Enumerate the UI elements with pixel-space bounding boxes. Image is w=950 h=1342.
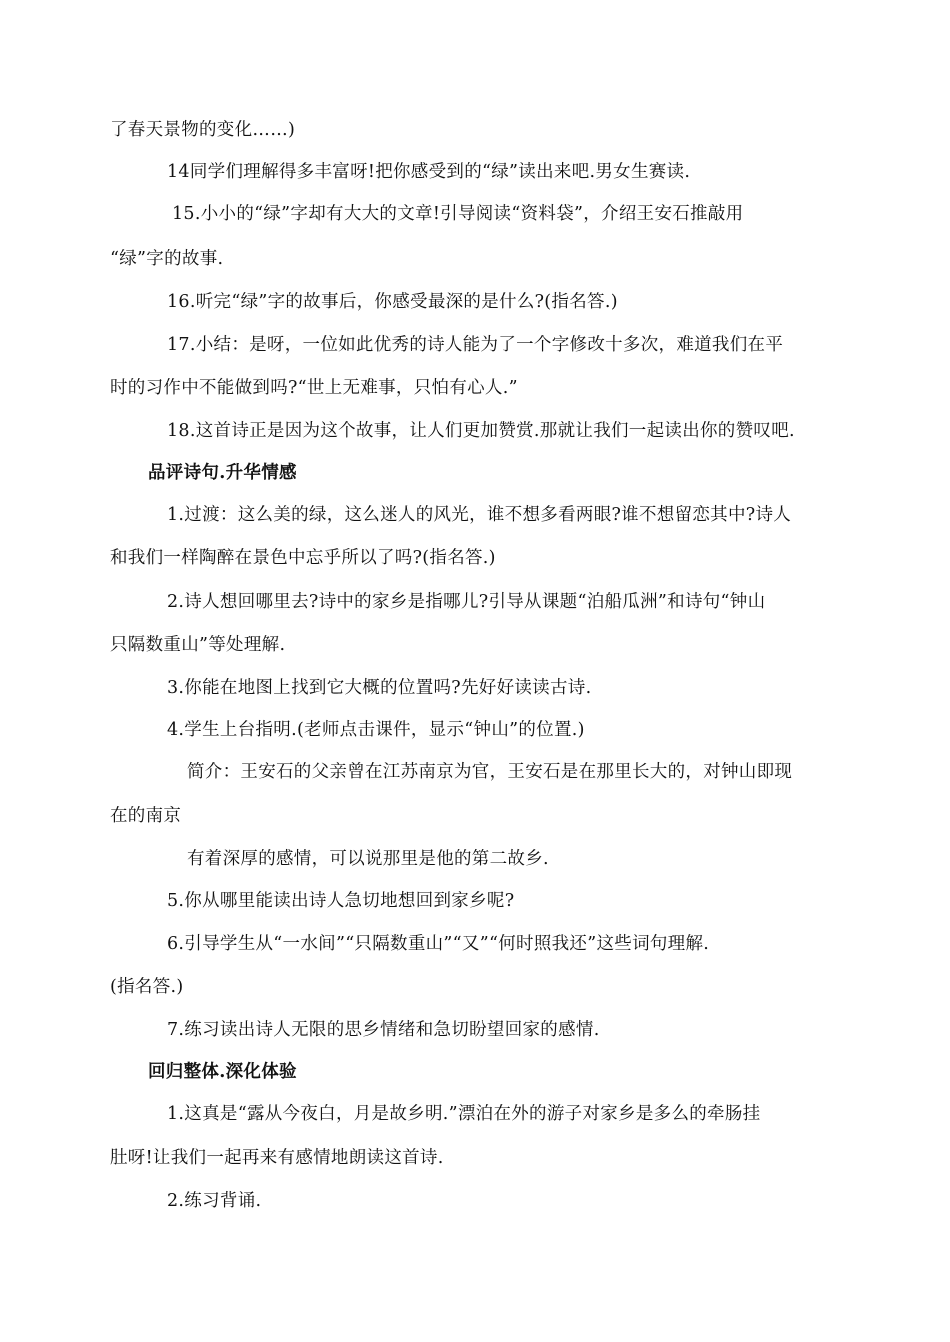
text-line: 和我们一样陶醉在景色中忘乎所以了吗?(指名答.) xyxy=(110,548,496,568)
text-line: 2.练习背诵. xyxy=(167,1191,262,1211)
text-line: 7.练习读出诗人无限的思乡情绪和急切盼望回家的感情. xyxy=(167,1020,600,1040)
section-heading: 品评诗句.升华情感 xyxy=(148,463,297,483)
text-line: 5.你从哪里能读出诗人急切地想回到家乡呢? xyxy=(167,891,515,911)
text-line: 16.听完“绿”字的故事后，你感受最深的是什么?(指名答.) xyxy=(167,292,618,312)
text-line: 18.这首诗正是因为这个故事，让人们更加赞赏.那就让我们一起读出你的赞叹吧. xyxy=(167,421,795,441)
text-line: 17.小结：是呀，一位如此优秀的诗人能为了一个字修改十多次，难道我们在平 xyxy=(167,335,784,355)
text-line: 在的南京 xyxy=(110,806,182,826)
text-line: 3.你能在地图上找到它大概的位置吗?先好好读读古诗. xyxy=(167,678,592,698)
text-line: “绿”字的故事. xyxy=(110,249,224,269)
section-heading: 回归整体.深化体验 xyxy=(148,1062,297,1082)
text-line: 有着深厚的感情，可以说那里是他的第二故乡. xyxy=(187,849,549,869)
text-line: 了春天景物的变化……) xyxy=(110,120,296,140)
text-line: 4.学生上台指明.(老师点击课件，显示“钟山”的位置.) xyxy=(167,720,585,740)
text-line: 时的习作中不能做到吗?“世上无难事，只怕有心人.” xyxy=(110,378,518,398)
text-line: 2.诗人想回哪里去?诗中的家乡是指哪儿?引导从课题“泊船瓜洲”和诗句“钟山 xyxy=(167,592,766,612)
text-line: 14同学们理解得多丰富呀!把你感受到的“绿”读出来吧.男女生赛读. xyxy=(167,162,691,182)
text-line: 6.引导学生从“一水间”“只隔数重山”“又”“何时照我还”这些词句理解. xyxy=(167,934,710,954)
text-line: 15.小小的“绿”字却有大大的文章!引导阅读“资料袋”，介绍王安石推敲用 xyxy=(172,204,744,224)
text-line: 1.这真是“露从今夜白，月是故乡明.”漂泊在外的游子对家乡是多么的牵肠挂 xyxy=(167,1104,761,1124)
text-line: 肚呀!让我们一起再来有感情地朗读这首诗. xyxy=(110,1148,444,1168)
text-line: 简介：王安石的父亲曾在江苏南京为官，王安石是在那里长大的，对钟山即现 xyxy=(187,762,793,782)
text-line: 只隔数重山”等处理解. xyxy=(110,635,286,655)
text-line: 1.过渡：这么美的绿，这么迷人的风光，谁不想多看两眼?谁不想留恋其中?诗人 xyxy=(167,505,792,525)
text-line: (指名答.) xyxy=(110,977,184,997)
